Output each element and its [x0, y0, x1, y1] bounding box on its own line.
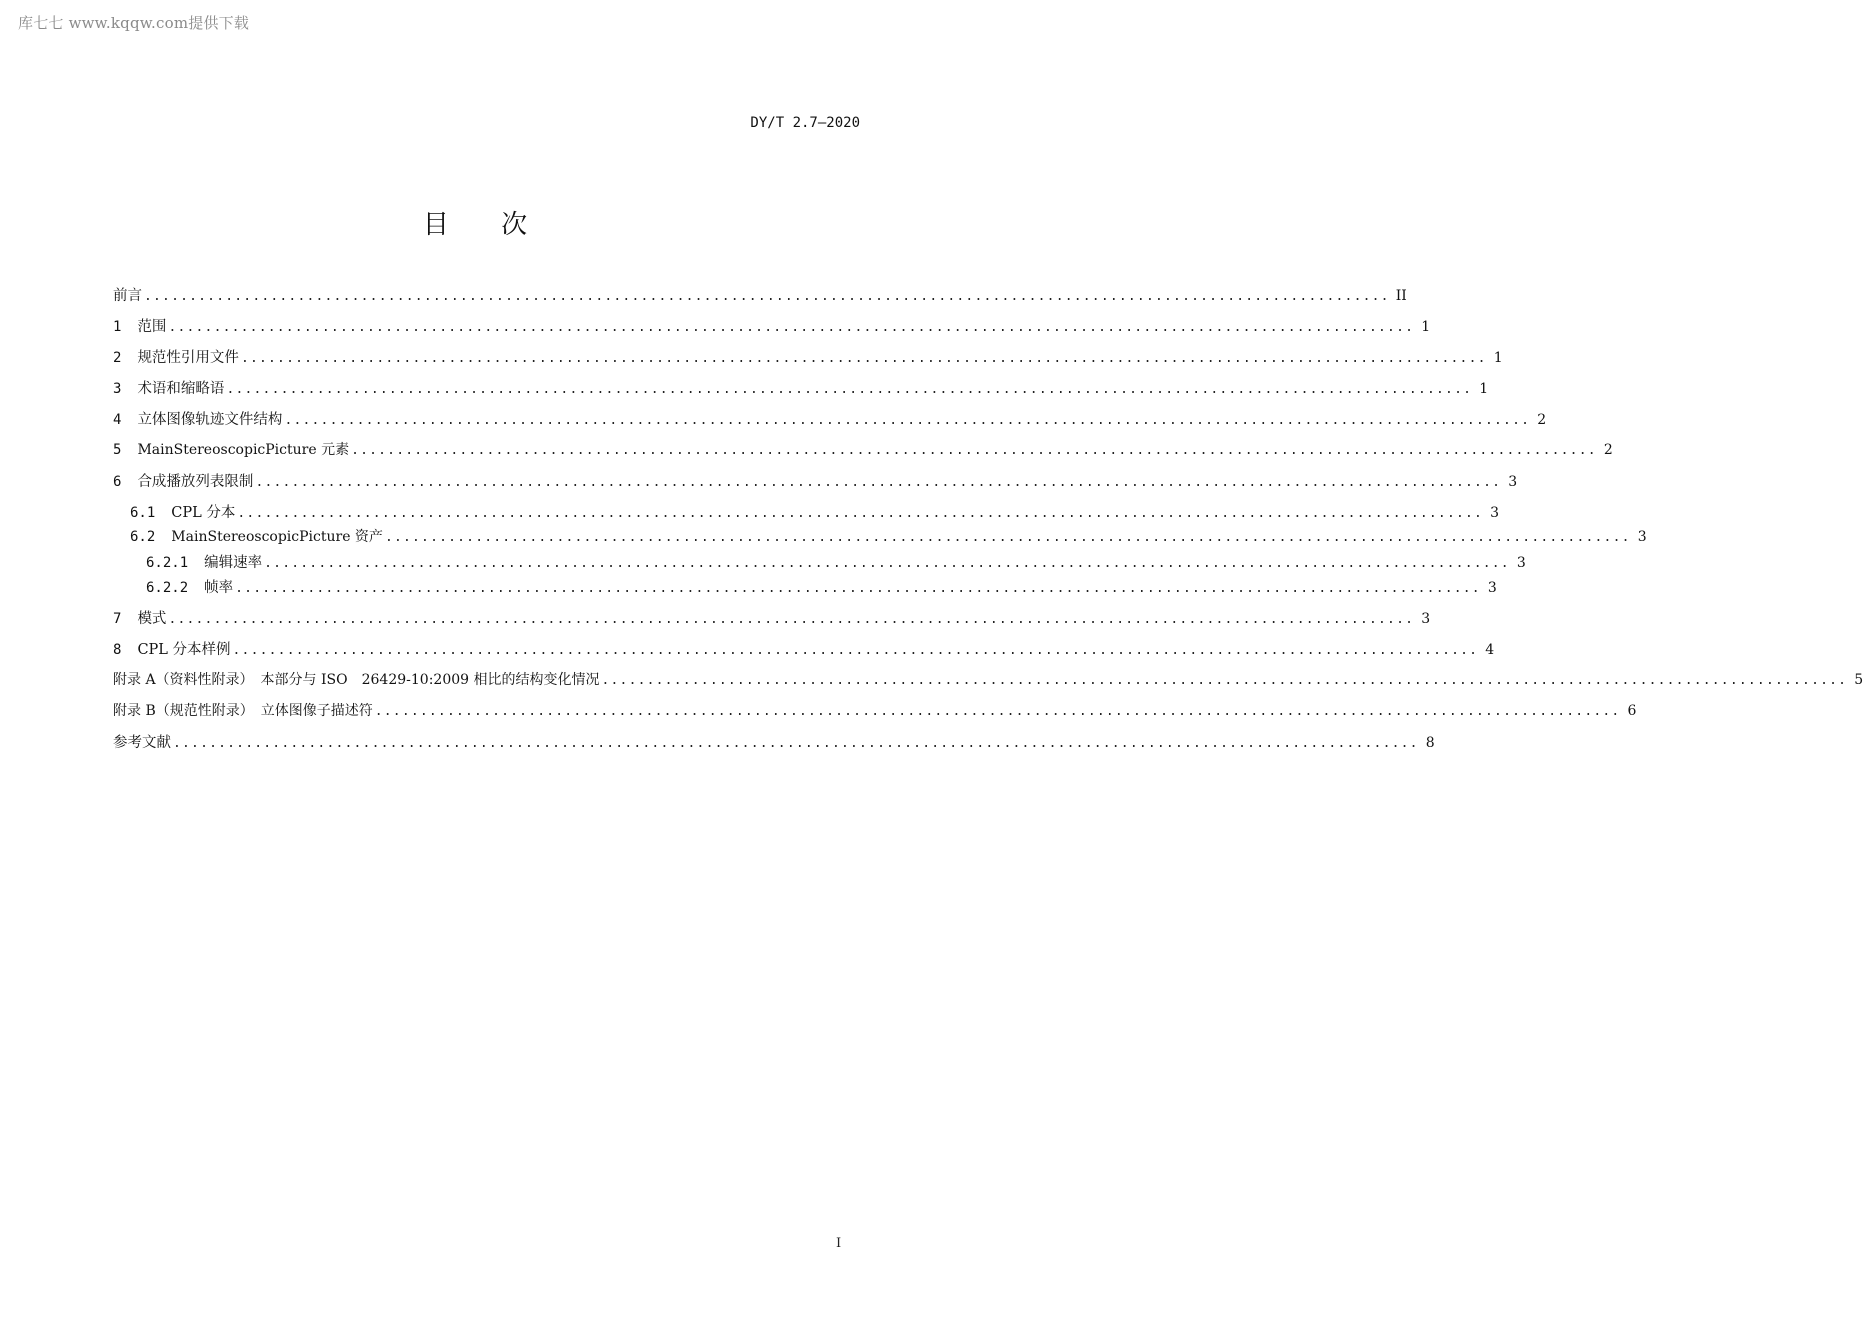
toc-leader-dots: ..........................................................................................................................................	[264, 556, 1510, 571]
toc-entry-number: 8	[113, 642, 122, 658]
toc-leader-dots: ..........................................................................................................................................	[235, 581, 1481, 596]
toc-entry-label: MainStereoscopicPicture 元素	[137, 442, 350, 458]
toc-entry-label: 立体图像轨迹文件结构	[137, 412, 283, 428]
toc-entry-page: 6	[1627, 703, 1637, 719]
toc-entry-label: 合成播放列表限制	[137, 474, 254, 490]
toc-entry-5[interactable]	[113, 439, 1613, 464]
toc-entry-number: 6.2.2	[146, 580, 189, 596]
watermark-text: 库七七 www.kqqw.com提供下载	[18, 14, 250, 32]
toc-entry-label: 帧率	[204, 580, 234, 596]
toc-entry-label: 附录 A（资料性附录） 本部分与 ISO 26429-10:2009 相比的结构变化情况	[113, 672, 600, 688]
toc-entry-label: MainStereoscopicPicture 资产	[171, 529, 383, 545]
toc-entry-3[interactable]	[113, 377, 1489, 402]
toc-entry-page: 1	[1479, 381, 1489, 397]
toc-entry-number: 2	[113, 350, 122, 366]
toc-entry-number: 3	[113, 381, 122, 397]
toc-leader-dots: ..........................................................................................................................................	[144, 289, 1390, 304]
toc-entry-4[interactable]	[113, 408, 1547, 433]
toc-leader-dots: ..........................................................................................................................................	[232, 643, 1479, 658]
toc-entry-number: 4	[113, 412, 122, 428]
page-title: 目 次	[422, 210, 550, 240]
toc-entry-label: CPL 分本	[171, 505, 236, 521]
toc-entry-label: 模式	[137, 611, 167, 627]
toc-leader-dots: ..........................................................................................................................................	[168, 612, 1415, 627]
toc-entry-appendix-b[interactable]	[113, 700, 1637, 725]
toc-entry-6[interactable]	[113, 470, 1518, 495]
toc-entry-page: II	[1395, 288, 1407, 304]
toc-entry-page: 3	[1508, 474, 1518, 490]
toc-entry-6-2-1[interactable]	[113, 551, 1526, 576]
toc-entry-6-1[interactable]	[113, 501, 1500, 526]
toc-entry-8[interactable]	[113, 638, 1495, 663]
table-of-contents	[113, 284, 1863, 756]
toc-leader-dots: ..........................................................................................................................................	[240, 351, 1487, 366]
toc-entry-label: 参考文献	[113, 735, 171, 751]
toc-entry-label: 附录 B（规范性附录） 立体图像子描述符	[113, 703, 373, 719]
toc-entry-page: 2	[1537, 412, 1547, 428]
toc-entry-number: 6.1	[130, 505, 156, 521]
toc-entry-label: 前言	[113, 288, 142, 304]
toc-entry-2[interactable]	[113, 346, 1503, 371]
toc-leader-dots: ..........................................................................................................................................	[173, 736, 1419, 751]
toc-entry-appendix-a[interactable]	[113, 669, 1863, 694]
toc-leader-dots: ..........................................................................................................................................	[351, 443, 1597, 458]
toc-entry-page: 3	[1421, 611, 1431, 627]
toc-entry-label: 规范性引用文件	[137, 350, 239, 366]
toc-entry-number: 5	[113, 442, 122, 458]
toc-entry-page: 3	[1487, 580, 1497, 596]
toc-entry-label: 术语和缩略语	[137, 381, 225, 397]
toc-entry-page: 8	[1425, 735, 1435, 751]
toc-entry-page: 1	[1493, 350, 1503, 366]
toc-entry-page: 3	[1637, 529, 1647, 545]
toc-leader-dots: ..........................................................................................................................................	[601, 673, 1848, 688]
toc-entry-label: CPL 分本样例	[137, 642, 231, 658]
toc-entry-number: 1	[113, 319, 122, 335]
toc-entry-page: 4	[1485, 642, 1495, 658]
toc-entry-page: 2	[1603, 442, 1613, 458]
toc-entry-page: 3	[1516, 555, 1526, 571]
toc-entry-6-2-2[interactable]	[113, 576, 1497, 601]
toc-entry-label: 范围	[137, 319, 167, 335]
toc-leader-dots: ..........................................................................................................................................	[374, 704, 1621, 719]
toc-entry-foreword[interactable]	[113, 284, 1407, 309]
toc-entry-page: 3	[1490, 505, 1500, 521]
toc-entry-page: 1	[1421, 319, 1431, 335]
toc-entry-7[interactable]	[113, 607, 1431, 632]
toc-entry-1[interactable]	[113, 315, 1431, 340]
page-number: I	[836, 1236, 842, 1251]
toc-leader-dots: ..........................................................................................................................................	[284, 413, 1531, 428]
toc-entry-number: 6.2	[130, 529, 156, 545]
toc-entry-page: 5	[1854, 672, 1863, 688]
toc-leader-dots: ..........................................................................................................................................	[237, 506, 1484, 521]
toc-entry-number: 7	[113, 611, 122, 627]
toc-entry-6-2[interactable]	[113, 526, 1647, 551]
toc-entry-references[interactable]	[113, 731, 1435, 756]
toc-entry-label: 编辑速率	[204, 555, 263, 571]
toc-leader-dots: ..........................................................................................................................................	[226, 382, 1473, 397]
document-code: DY/T 2.7—2020	[750, 115, 860, 131]
toc-leader-dots: ..........................................................................................................................................	[168, 320, 1415, 335]
toc-entry-number: 6	[113, 474, 122, 490]
toc-entry-number: 6.2.1	[146, 555, 189, 571]
toc-leader-dots: ..........................................................................................................................................	[384, 530, 1631, 545]
toc-leader-dots: ..........................................................................................................................................	[255, 475, 1502, 490]
